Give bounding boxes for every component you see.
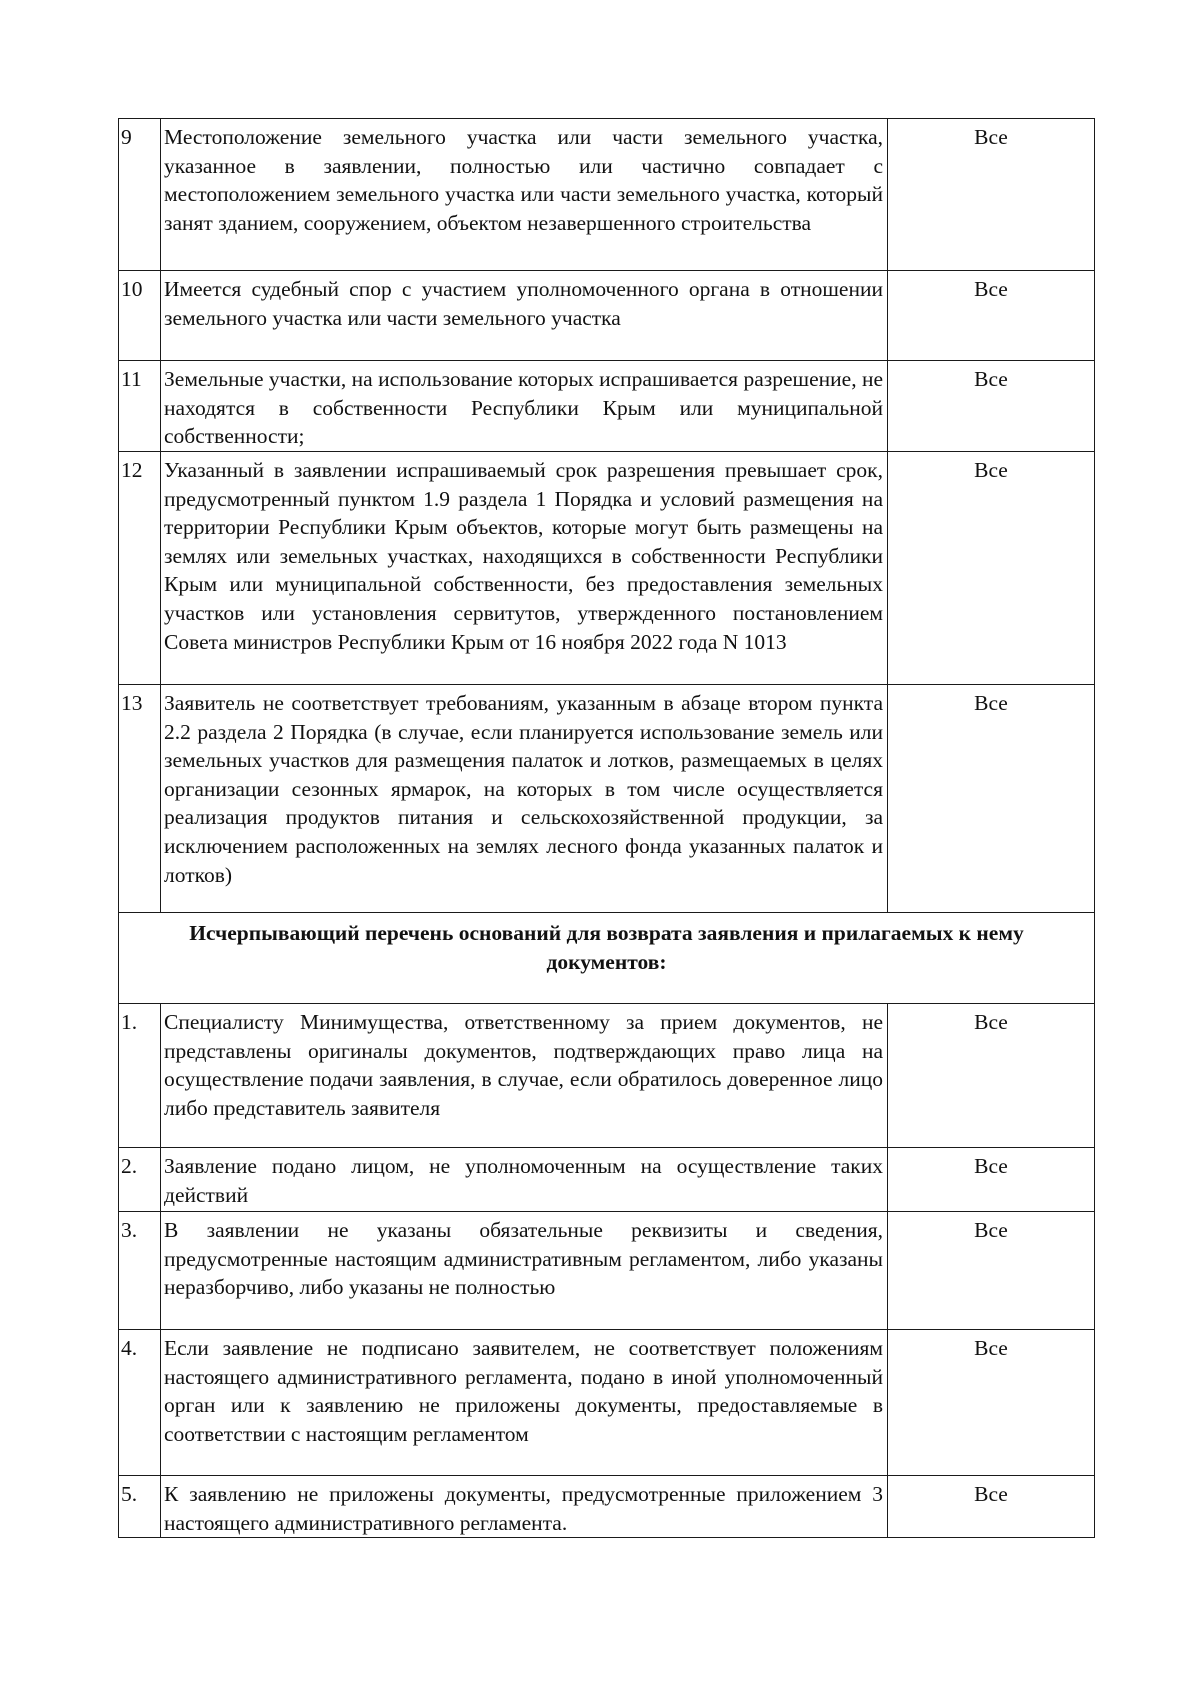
table-row: [119, 452, 1095, 685]
table-row: [119, 1330, 1095, 1476]
row-applies: Все: [888, 1148, 1095, 1212]
row-applies: Все: [888, 452, 1095, 685]
row-number: 13: [119, 685, 161, 913]
row-number: 3.: [119, 1212, 161, 1330]
row-applies: Все: [888, 1212, 1095, 1330]
row-text: Земельные участки, на использование которых испрашивается разрешение, не находятся в собственности Республики Крым или муниципальной собственности;: [161, 361, 888, 452]
section-heading: Исчерпывающий перечень оснований для возврата заявления и прилагаемых к нему документов:: [119, 913, 1095, 1004]
row-text: Имеется судебный спор с участием уполномоченного органа в отношении земельного участка или части земельного участка: [161, 271, 888, 361]
row-number: 1.: [119, 1004, 161, 1148]
table-row: [119, 361, 1095, 452]
row-number: 11: [119, 361, 161, 452]
row-text: Заявление подано лицом, не уполномоченным на осуществление таких действий: [161, 1148, 888, 1212]
table-row: [119, 685, 1095, 913]
table-row: [119, 1004, 1095, 1148]
row-text: В заявлении не указаны обязательные реквизиты и сведения, предусмотренные настоящим административным регламентом, либо указаны неразборчиво, либо указаны не полностью: [161, 1212, 888, 1330]
row-number: 12: [119, 452, 161, 685]
table-row: [119, 1148, 1095, 1212]
row-number: 10: [119, 271, 161, 361]
row-applies: Все: [888, 1004, 1095, 1148]
row-applies: Все: [888, 119, 1095, 271]
row-text: Заявитель не соответствует требованиям, указанным в абзаце втором пункта 2.2 раздела 2 Порядка (в случае, если планируется использование земель или земельных участков для размещения палаток и лотков, размещаемых в целях организации сезонных ярмарок, на которых в том числе осуществляется реализация продуктов питания и сельскохозяйственной продукции, за исключением расположенных на землях лесного фонда указанных палаток и лотков): [161, 685, 888, 913]
grounds-table: [118, 118, 1095, 1538]
table-row: [119, 119, 1095, 271]
row-applies: Все: [888, 361, 1095, 452]
row-text: Специалисту Минимущества, ответственному за прием документов, не представлены оригиналы документов, подтверждающих право лица на осуществление подачи заявления, в случае, если обратилось доверенное лицо либо представитель заявителя: [161, 1004, 888, 1148]
row-applies: Все: [888, 271, 1095, 361]
table-row: [119, 1476, 1095, 1538]
row-text: Местоположение земельного участка или части земельного участка, указанное в заявлении, полностью или частично совпадает с местоположением земельного участка или части земельного участка, который занят зданием, сооружением, объектом незавершенного строительства: [161, 119, 888, 271]
row-number: 5.: [119, 1476, 161, 1538]
row-text: Если заявление не подписано заявителем, не соответствует положениям настоящего административного регламента, подано в иной уполномоченный орган или к заявлению не приложены документы, предоставляемые в соответствии с настоящим регламентом: [161, 1330, 888, 1476]
row-number: 4.: [119, 1330, 161, 1476]
row-number: 2.: [119, 1148, 161, 1212]
table-row: [119, 271, 1095, 361]
row-text: Указанный в заявлении испрашиваемый срок разрешения превышает срок, предусмотренный пунктом 1.9 раздела 1 Порядка и условий размещения на территории Республики Крым объектов, которые могут быть размещены на землях или земельных участках, находящихся в собственности Республики Крым или муниципальной собственности, без предоставления земельных участков или установления сервитутов, утвержденного постановлением Совета министров Республики Крым от 16 ноября 2022 года N 1013: [161, 452, 888, 685]
row-applies: Все: [888, 1330, 1095, 1476]
section-row: [119, 913, 1095, 1004]
row-text: К заявлению не приложены документы, предусмотренные приложением 3 настоящего административного регламента.: [161, 1476, 888, 1538]
table-row: [119, 1212, 1095, 1330]
row-applies: Все: [888, 1476, 1095, 1538]
row-applies: Все: [888, 685, 1095, 913]
row-number: 9: [119, 119, 161, 271]
